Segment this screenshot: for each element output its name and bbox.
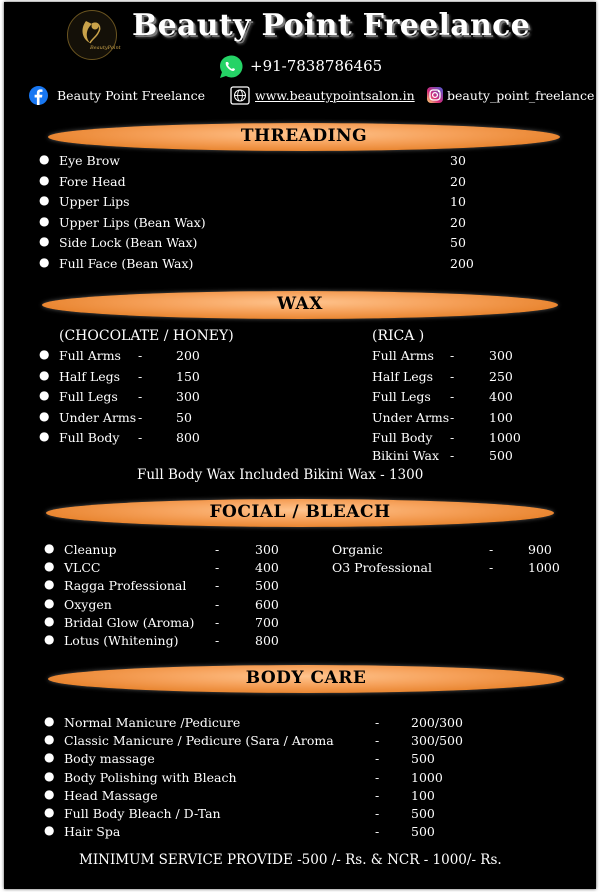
price-row — [39, 194, 499, 212]
wax-banner — [42, 291, 558, 319]
service-price: 300/500 — [411, 733, 463, 749]
logo-text: BeautyPoint — [90, 45, 121, 51]
service-price: 250 — [489, 368, 513, 384]
wax-left-heading: (CHOCOLATE / HONEY) — [59, 328, 234, 344]
separator-dash: - — [375, 806, 380, 821]
service-name: Fore Head — [59, 173, 126, 189]
separator-dash: - — [375, 824, 380, 840]
service-name: Full Body — [59, 430, 120, 445]
bullet-icon: ● — [39, 234, 50, 248]
price-row — [372, 448, 532, 466]
service-price: 500 — [255, 578, 279, 594]
bullet-icon: ● — [44, 632, 55, 646]
service-name: Full Arms — [59, 348, 121, 363]
service-name: Bikini Wax — [372, 448, 440, 463]
separator-dash: - — [215, 614, 220, 630]
price-row — [39, 153, 499, 171]
service-price: 200 — [176, 348, 200, 363]
bullet-icon: ● — [44, 768, 55, 783]
separator-dash: - — [375, 733, 380, 749]
service-price: 700 — [255, 614, 279, 630]
bullet-icon: ● — [39, 367, 50, 382]
price-row — [44, 806, 464, 824]
bodycare-banner — [48, 665, 564, 693]
service-name: Ragga Professional — [64, 578, 187, 594]
price-row — [39, 174, 499, 192]
threading-banner — [48, 123, 560, 151]
price-row — [39, 410, 219, 428]
service-name: Upper Lips — [59, 194, 130, 209]
service-name: Side Lock (Bean Wax) — [59, 235, 198, 250]
service-price: 400 — [489, 389, 513, 404]
service-price: 1000 — [528, 560, 560, 576]
price-row — [44, 824, 464, 842]
service-name: Cleanup — [64, 542, 117, 557]
service-name: Bridal Glow (Aroma) — [64, 614, 195, 630]
bullet-icon: ● — [44, 595, 55, 610]
wax-note: Full Body Wax Included Bikini Wax - 1300 — [137, 467, 424, 483]
separator-dash: - — [215, 596, 220, 612]
bullet-icon: ● — [44, 786, 55, 801]
separator-dash: - — [450, 430, 455, 445]
bullet-icon: ● — [39, 408, 50, 423]
price-row — [372, 369, 532, 387]
bullet-icon: ● — [39, 388, 50, 402]
service-price: 30 — [450, 153, 466, 168]
bullet-icon: ● — [39, 347, 50, 361]
instagram-icon — [427, 87, 443, 106]
price-row — [332, 560, 562, 578]
phone-number: +91-7838786465 — [250, 57, 383, 75]
phone-contact[interactable] — [216, 53, 386, 81]
bullet-icon: ● — [44, 732, 55, 747]
price-row — [44, 578, 284, 596]
service-price: 150 — [176, 368, 200, 384]
page-title: Beauty Point Freelance — [132, 8, 531, 43]
bullet-icon: ● — [39, 193, 50, 207]
bullet-icon: ● — [39, 429, 50, 443]
service-name: O3 Professional — [332, 560, 432, 576]
bullet-icon: ● — [44, 823, 55, 838]
separator-dash: - — [375, 787, 380, 803]
service-price: 500 — [489, 448, 513, 463]
salon-logo — [67, 10, 121, 60]
threading-title: THREADING — [240, 126, 368, 146]
wax-right-heading: (RICA ) — [372, 328, 425, 344]
separator-dash: - — [489, 542, 494, 557]
price-row — [372, 410, 532, 428]
separator-dash: - — [138, 409, 143, 425]
price-row — [39, 215, 499, 233]
bullet-icon: ● — [44, 559, 55, 574]
whatsapp-icon — [216, 53, 244, 85]
service-price: 50 — [450, 235, 466, 250]
separator-dash: - — [138, 430, 143, 445]
separator-dash: - — [450, 409, 455, 425]
separator-dash: - — [138, 348, 143, 363]
service-name: Under Arms — [59, 409, 137, 425]
bullet-icon: ● — [39, 254, 50, 269]
separator-dash: - — [375, 769, 380, 785]
service-price: 200 — [450, 255, 474, 271]
service-price: 300 — [176, 389, 200, 404]
service-price: 50 — [176, 409, 192, 425]
separator-dash: - — [138, 368, 143, 384]
service-price: 400 — [255, 560, 279, 576]
price-row — [44, 542, 284, 560]
service-name: Under Arms — [372, 409, 450, 425]
separator-dash: - — [489, 560, 494, 576]
service-name: Full Body — [372, 430, 433, 445]
service-name: Oxygen — [64, 596, 112, 612]
bullet-icon: ● — [44, 805, 55, 819]
separator-dash: - — [215, 560, 220, 576]
service-name: VLCC — [64, 560, 101, 576]
service-name: Lotus (Whitening) — [64, 633, 179, 648]
service-name: Eye Brow — [59, 153, 120, 168]
bullet-icon: ● — [44, 613, 55, 628]
service-price: 500 — [411, 751, 435, 767]
bullet-icon: ● — [44, 714, 55, 728]
service-name: Full Legs — [59, 389, 118, 404]
bullet-icon: ● — [44, 577, 55, 592]
service-price: 500 — [411, 806, 435, 821]
bullet-icon: ● — [44, 750, 55, 765]
service-name: Body massage — [64, 751, 155, 767]
service-name: Body Polishing with Bleach — [64, 769, 237, 785]
price-row — [44, 733, 464, 751]
price-row — [372, 348, 532, 366]
service-name: Normal Manicure /Pedicure — [64, 715, 241, 730]
service-price: 500 — [411, 824, 435, 840]
service-name: Organic — [332, 542, 383, 557]
service-name: Full Arms — [372, 348, 434, 363]
price-row — [39, 430, 219, 448]
separator-dash: - — [450, 389, 455, 404]
facebook-icon — [29, 86, 48, 108]
price-row — [44, 715, 464, 733]
price-row — [44, 770, 464, 788]
service-price: 800 — [176, 430, 200, 445]
bullet-icon: ● — [39, 213, 50, 228]
price-row — [39, 389, 219, 407]
separator-dash: - — [450, 348, 455, 363]
service-price: 1000 — [411, 769, 443, 785]
service-price: 200/300 — [411, 715, 463, 730]
price-row — [39, 235, 499, 253]
service-price: 20 — [450, 173, 466, 189]
website-link[interactable] — [230, 86, 415, 106]
separator-dash: - — [138, 389, 143, 404]
bullet-icon: ● — [44, 541, 55, 555]
service-name: Upper Lips (Bean Wax) — [59, 214, 206, 230]
price-row — [39, 256, 499, 274]
facial-title: FOCIAL / BLEACH — [209, 502, 391, 522]
separator-dash: - — [450, 368, 455, 384]
facial-banner — [46, 499, 554, 527]
service-price: 300 — [489, 348, 513, 363]
service-price: 600 — [255, 596, 279, 612]
service-name: Head Massage — [64, 787, 158, 803]
service-name: Classic Manicure / Pedicure (Sara / Aroma — [64, 733, 334, 749]
instagram-label: beauty_point_freelance — [447, 88, 595, 103]
separator-dash: - — [215, 633, 220, 648]
website-label: www.beautypointsalon.in — [255, 88, 415, 103]
price-row — [39, 369, 219, 387]
service-price: 100 — [411, 787, 435, 803]
wax-title: WAX — [277, 294, 323, 314]
globe-icon — [230, 86, 250, 108]
service-name: Full Body Bleach / D-Tan — [64, 806, 221, 821]
price-row — [44, 788, 464, 806]
separator-dash: - — [450, 448, 455, 463]
price-row — [39, 348, 219, 366]
bullet-icon: ● — [39, 172, 50, 187]
instagram-link[interactable] — [427, 86, 595, 106]
footer-note: MINIMUM SERVICE PROVIDE -500 /- Rs. & NCR - 1000/- Rs. — [79, 852, 502, 868]
service-price: 900 — [528, 542, 552, 557]
facebook-link[interactable] — [29, 86, 209, 106]
service-price: 10 — [450, 194, 466, 209]
price-row — [44, 597, 284, 615]
price-row — [44, 633, 284, 651]
bullet-icon: ● — [39, 152, 50, 166]
price-row — [44, 751, 464, 769]
price-row — [332, 542, 562, 560]
service-price: 300 — [255, 542, 279, 557]
facebook-label: Beauty Point Freelance — [57, 88, 205, 103]
separator-dash: - — [215, 542, 220, 557]
service-price: 100 — [489, 409, 513, 425]
service-name: Half Legs — [372, 368, 434, 384]
price-row — [44, 560, 284, 578]
service-name: Full Face (Bean Wax) — [59, 255, 194, 271]
bodycare-title: BODY CARE — [245, 668, 367, 688]
separator-dash: - — [215, 578, 220, 594]
service-name: Hair Spa — [64, 824, 121, 840]
price-row — [372, 430, 532, 448]
service-price: 1000 — [489, 430, 521, 445]
service-name: Full Legs — [372, 389, 431, 404]
price-row — [372, 389, 532, 407]
service-name: Half Legs — [59, 368, 121, 384]
price-list-page — [4, 2, 596, 889]
separator-dash: - — [375, 715, 380, 730]
service-price: 20 — [450, 214, 466, 230]
separator-dash: - — [375, 751, 380, 767]
price-row — [44, 615, 284, 633]
service-price: 800 — [255, 633, 279, 648]
